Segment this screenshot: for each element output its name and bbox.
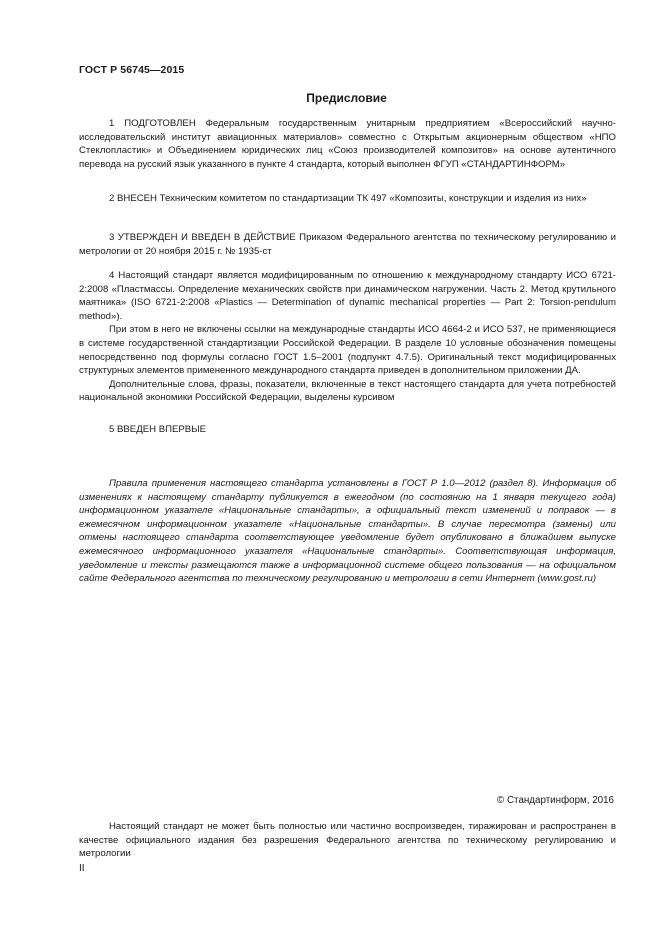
section-1-text: 1 ПОДГОТОВЛЕН Федеральным государственным унитарным предприятием «Всероссийский научно-исследовательский институт авиационных материалов» совместно с Открытым акционерным обществом «НПО Стеклопластик» и Объединением юридических лиц «Союз производителей композитов» на основе аутентичного перевода на русский язык указанного в пункте 4 стандарта, который выполнен ФГУП «СТАНДАРТИНФОРМ» — [79, 118, 616, 170]
reproduction-notice — [79, 820, 616, 861]
document-id: ГОСТ Р 56745—2015 — [79, 64, 185, 76]
section-4 — [79, 269, 616, 405]
section-2-text: 2 ВНЕСЕН Техническим комитетом по стандартизации ТК 497 «Композиты, конструкции и изделия из них» — [109, 193, 587, 204]
page-number: II — [79, 863, 85, 874]
rules-notice-text: Правила применения настоящего стандарта установлены в ГОСТ Р 1.0—2012 (раздел 8). Информация об изменениях к настоящему стандарту публикуется в ежегодном (по состоянию на 1 января текущего года) информационном указателе «Национальные стандарты», а официальный текст изменений и поправок — в ежемесячном информационном указателе «Национальные стандарты». В случае пересмотра (замены) или отмены настоящего стандарта соответствующее уведомление будет опубликовано в ближайшем выпуске ежемесячного информационного указателя «Национальные стандарты». Соответствующая информация, уведомление и тексты размещаются также в информационной системе общего пользования — на официальном сайте Федерального агентства по техническому регулированию и метрологии в сети Интернет (www.gost.ru) — [79, 478, 616, 585]
section-4-paragraph-3: Дополнительные слова, фразы, показатели, включенные в текст настоящего стандарта для учета потребностей национальной экономики Российской Федерации, выделены курсивом — [79, 378, 616, 404]
section-3 — [79, 231, 616, 258]
section-5-text: 5 ВВЕДЕН ВПЕРВЫЕ — [109, 424, 207, 435]
section-5 — [79, 423, 616, 437]
copyright: © Стандартинформ, 2016 — [497, 795, 614, 806]
section-4-paragraph-1: 4 Настоящий стандарт является модифицированным по отношению к международному стандарту ИСО 6721-2:2008 «Пластмассы. Определение механических свойств при динамическом нагружении. Часть 2. Метод крутильного маятника» (ISO 6721-2:2008 «Plastics — Determination of dynamic mechanical properties — Part 2: Torsion-pendulum method»). — [79, 270, 616, 322]
reproduction-notice-text: Настоящий стандарт не может быть полностью или частично воспроизведен, тиражирован и распространен в качестве официального издания без разрешения Федерального агентства по техническому регулированию и метрологии — [79, 821, 616, 860]
page-title: Предисловие — [306, 91, 387, 105]
section-1 — [79, 117, 616, 171]
section-4-paragraph-2: При этом в него не включены ссылки на международные стандарты ИСО 4664-2 и ИСО 537, не применяющиеся в системе государственной стандартизации Российской Федерации. В разделе 10 условные обозначения помещены непосредственно под формулы согласно ГОСТ 1.5–2001 (подпункт 4.7.5). Оригинальный текст модифицированных структурных элементов примененного международного стандарта приведен в дополнительном приложении ДА. — [79, 324, 616, 377]
section-3-text: 3 УТВЕРЖДЕН И ВВЕДЕН В ДЕЙСТВИЕ Приказом Федерального агентства по техническому регулированию и метрологии от 20 ноября 2015 г. № 1935-ст — [79, 232, 616, 257]
section-2 — [79, 192, 616, 206]
rules-notice — [79, 477, 616, 586]
